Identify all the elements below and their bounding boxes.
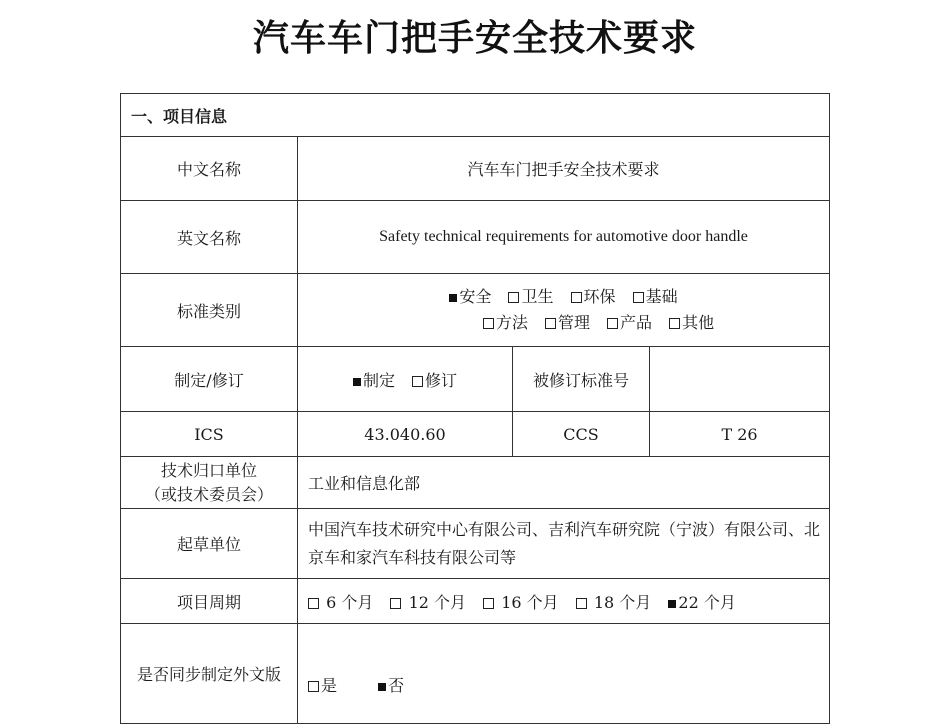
period-option-12[interactable]: 12 个月 bbox=[390, 590, 466, 613]
checkbox[interactable] bbox=[633, 292, 644, 303]
category-option-safety[interactable]: 安全 bbox=[449, 284, 491, 310]
document-title: 汽车车门把手安全技术要求 bbox=[252, 18, 697, 59]
project-info-table bbox=[120, 93, 830, 724]
ccs-value: T 26 bbox=[650, 412, 830, 457]
checkbox[interactable] bbox=[483, 598, 494, 609]
section-row bbox=[121, 94, 830, 137]
category-option-other[interactable]: 其他 bbox=[669, 310, 714, 336]
checkbox[interactable] bbox=[412, 376, 423, 387]
type-option-revise[interactable]: 修订 bbox=[412, 368, 457, 391]
checkbox[interactable] bbox=[483, 318, 494, 329]
category-options bbox=[298, 274, 830, 347]
category-options-row2 bbox=[298, 310, 829, 336]
type-label: 制定/修订 bbox=[121, 347, 298, 412]
ics-row bbox=[121, 412, 830, 457]
drafter-row bbox=[121, 509, 830, 579]
category-option-product[interactable]: 产品 bbox=[607, 310, 652, 336]
checkbox[interactable] bbox=[607, 318, 618, 329]
english-name-label: 英文名称 bbox=[121, 201, 298, 274]
category-row bbox=[121, 274, 830, 347]
period-option-18[interactable]: 18 个月 bbox=[576, 590, 652, 613]
category-option-basic[interactable]: 基础 bbox=[633, 284, 678, 310]
category-options-row1 bbox=[298, 284, 829, 310]
english-name-value: Safety technical requirements for automotive door handle bbox=[298, 201, 830, 274]
category-option-environment[interactable]: 环保 bbox=[571, 284, 616, 310]
checkbox[interactable] bbox=[308, 598, 319, 609]
chinese-name-row bbox=[121, 137, 830, 201]
checkbox[interactable] bbox=[571, 292, 582, 303]
ics-value: 43.040.60 bbox=[298, 412, 513, 457]
chinese-name-value: 汽车车门把手安全技术要求 bbox=[298, 137, 830, 201]
english-name-row bbox=[121, 201, 830, 274]
type-row bbox=[121, 347, 830, 412]
foreign-version-row bbox=[121, 624, 830, 724]
period-option-6[interactable]: 6 个月 bbox=[308, 590, 373, 613]
drafter-label: 起草单位 bbox=[121, 509, 298, 579]
category-option-management[interactable]: 管理 bbox=[545, 310, 590, 336]
period-label: 项目周期 bbox=[121, 579, 298, 624]
unit-value: 工业和信息化部 bbox=[298, 457, 830, 509]
chinese-name-label: 中文名称 bbox=[121, 137, 298, 201]
unit-label-line2: （或技术委员会） bbox=[144, 484, 273, 504]
ccs-label: CCS bbox=[513, 412, 650, 457]
period-option-16[interactable]: 16 个月 bbox=[483, 590, 559, 613]
checkbox[interactable] bbox=[508, 292, 519, 303]
checkbox-checked[interactable] bbox=[353, 378, 361, 386]
foreign-option-yes[interactable]: 是 bbox=[308, 673, 337, 696]
drafter-value: 中国汽车技术研究中心有限公司、吉利汽车研究院（宁波）有限公司、北京车和家汽车科技有限公司等 bbox=[298, 509, 830, 579]
category-option-hygiene[interactable]: 卫生 bbox=[508, 284, 553, 310]
checkbox-checked[interactable] bbox=[378, 683, 386, 691]
revised-standard-value bbox=[650, 347, 830, 412]
checkbox[interactable] bbox=[576, 598, 587, 609]
type-options bbox=[298, 347, 513, 412]
checkbox[interactable] bbox=[669, 318, 680, 329]
period-row bbox=[121, 579, 830, 624]
checkbox[interactable] bbox=[545, 318, 556, 329]
category-label: 标准类别 bbox=[121, 274, 298, 347]
period-options bbox=[298, 579, 830, 624]
unit-row bbox=[121, 457, 830, 509]
checkbox[interactable] bbox=[308, 681, 319, 692]
checkbox-checked[interactable] bbox=[668, 600, 676, 608]
category-option-method[interactable]: 方法 bbox=[483, 310, 528, 336]
type-option-create[interactable]: 制定 bbox=[353, 368, 395, 391]
ics-label: ICS bbox=[121, 412, 298, 457]
foreign-version-label: 是否同步制定外文版 bbox=[121, 624, 298, 724]
unit-label-line1: 技术归口单位 bbox=[160, 460, 257, 480]
foreign-version-options bbox=[298, 624, 830, 724]
period-option-22[interactable]: 22 个月 bbox=[668, 590, 735, 613]
foreign-option-no[interactable]: 否 bbox=[378, 673, 404, 696]
section-heading: 一、项目信息 bbox=[121, 94, 830, 137]
checkbox[interactable] bbox=[390, 598, 401, 609]
checkbox-checked[interactable] bbox=[449, 294, 457, 302]
revised-standard-label: 被修订标准号 bbox=[513, 347, 650, 412]
unit-label bbox=[121, 457, 298, 509]
